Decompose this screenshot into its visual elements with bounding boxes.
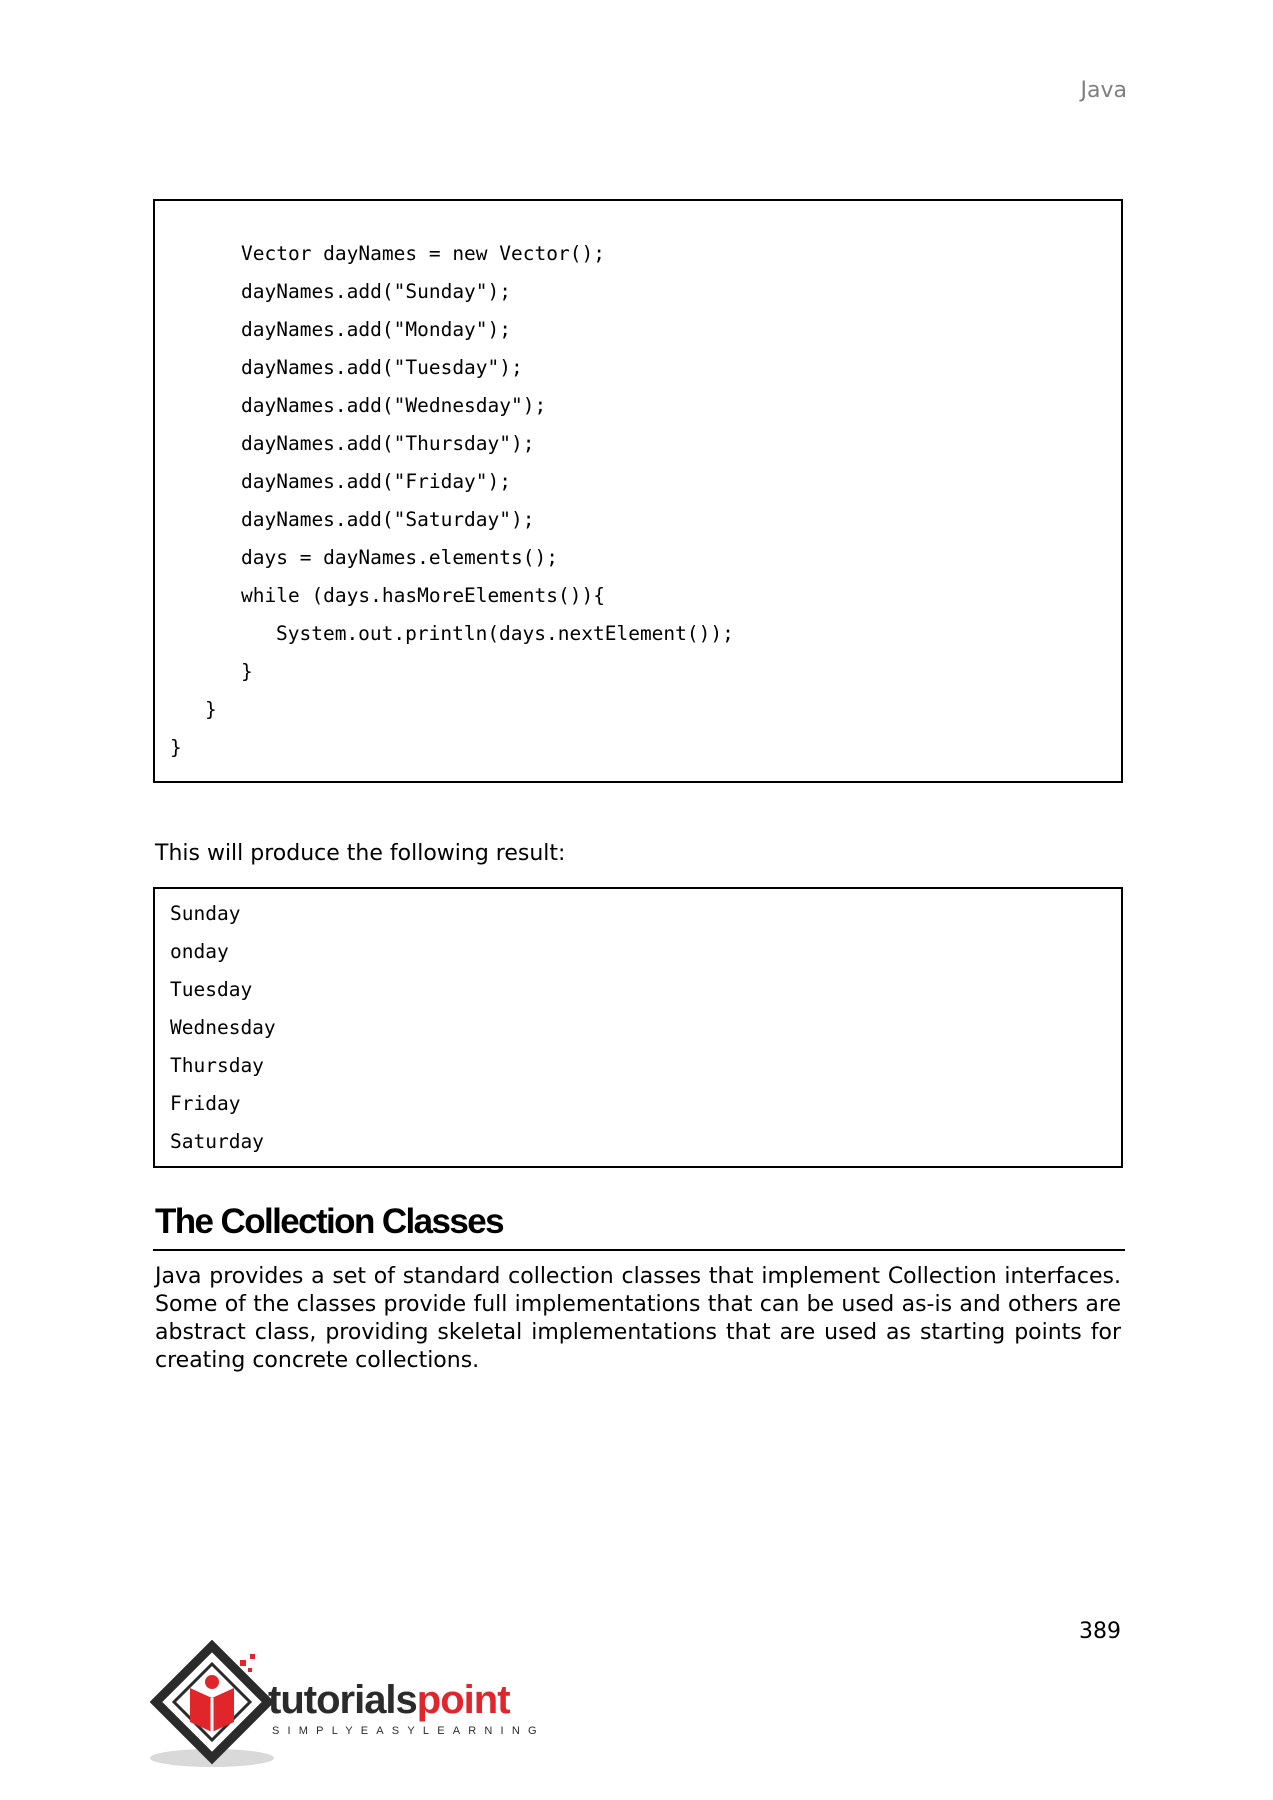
- code-line: Vector dayNames = new Vector();: [241, 242, 605, 265]
- code-line: }: [241, 660, 253, 683]
- logo-diamond-icon: [156, 1646, 268, 1758]
- output-block: [153, 887, 1123, 1168]
- running-header: Java: [1080, 78, 1127, 103]
- code-line: dayNames.add("Wednesday");: [241, 394, 547, 417]
- output-line: Tuesday: [170, 978, 253, 1001]
- code-line: dayNames.add("Sunday");: [241, 280, 512, 303]
- heading-underline: [153, 1249, 1125, 1251]
- output-line: Friday: [170, 1092, 241, 1115]
- code-block: [153, 199, 1123, 783]
- logo-tagline: SIMPLYEASYLEARNING: [272, 1725, 545, 1737]
- section-paragraph: Java provides a set of standard collection classes that implement Collection interfaces. Some of the classes provide full implementations that can be used as-is and others are abstract class, providing skeletal implementations that are used as starting points for creating concrete collections.: [155, 1264, 1121, 1373]
- output-line: Saturday: [170, 1130, 264, 1153]
- logo-wordmark: tutorialspoint: [268, 1678, 510, 1722]
- code-line: System.out.println(days.nextElement());: [276, 622, 734, 645]
- output-line: Sunday: [170, 902, 241, 925]
- code-line: days = dayNames.elements();: [241, 546, 558, 569]
- code-line: while (days.hasMoreElements()){: [241, 584, 605, 607]
- code-line: dayNames.add("Saturday");: [241, 508, 535, 531]
- code-line: dayNames.add("Thursday");: [241, 432, 535, 455]
- code-line: dayNames.add("Friday");: [241, 470, 512, 493]
- result-intro-text: This will produce the following result:: [155, 841, 566, 866]
- code-line: dayNames.add("Monday");: [241, 318, 512, 341]
- output-line: Wednesday: [170, 1016, 276, 1039]
- code-line: }: [205, 698, 217, 721]
- code-line: dayNames.add("Tuesday");: [241, 356, 523, 379]
- section-heading: The Collection Classes: [155, 1202, 503, 1241]
- code-line: }: [170, 736, 182, 759]
- page-number: 389: [1079, 1619, 1121, 1644]
- output-line: onday: [170, 940, 229, 963]
- tutorialspoint-logo[interactable]: [150, 1640, 570, 1770]
- output-line: Thursday: [170, 1054, 264, 1077]
